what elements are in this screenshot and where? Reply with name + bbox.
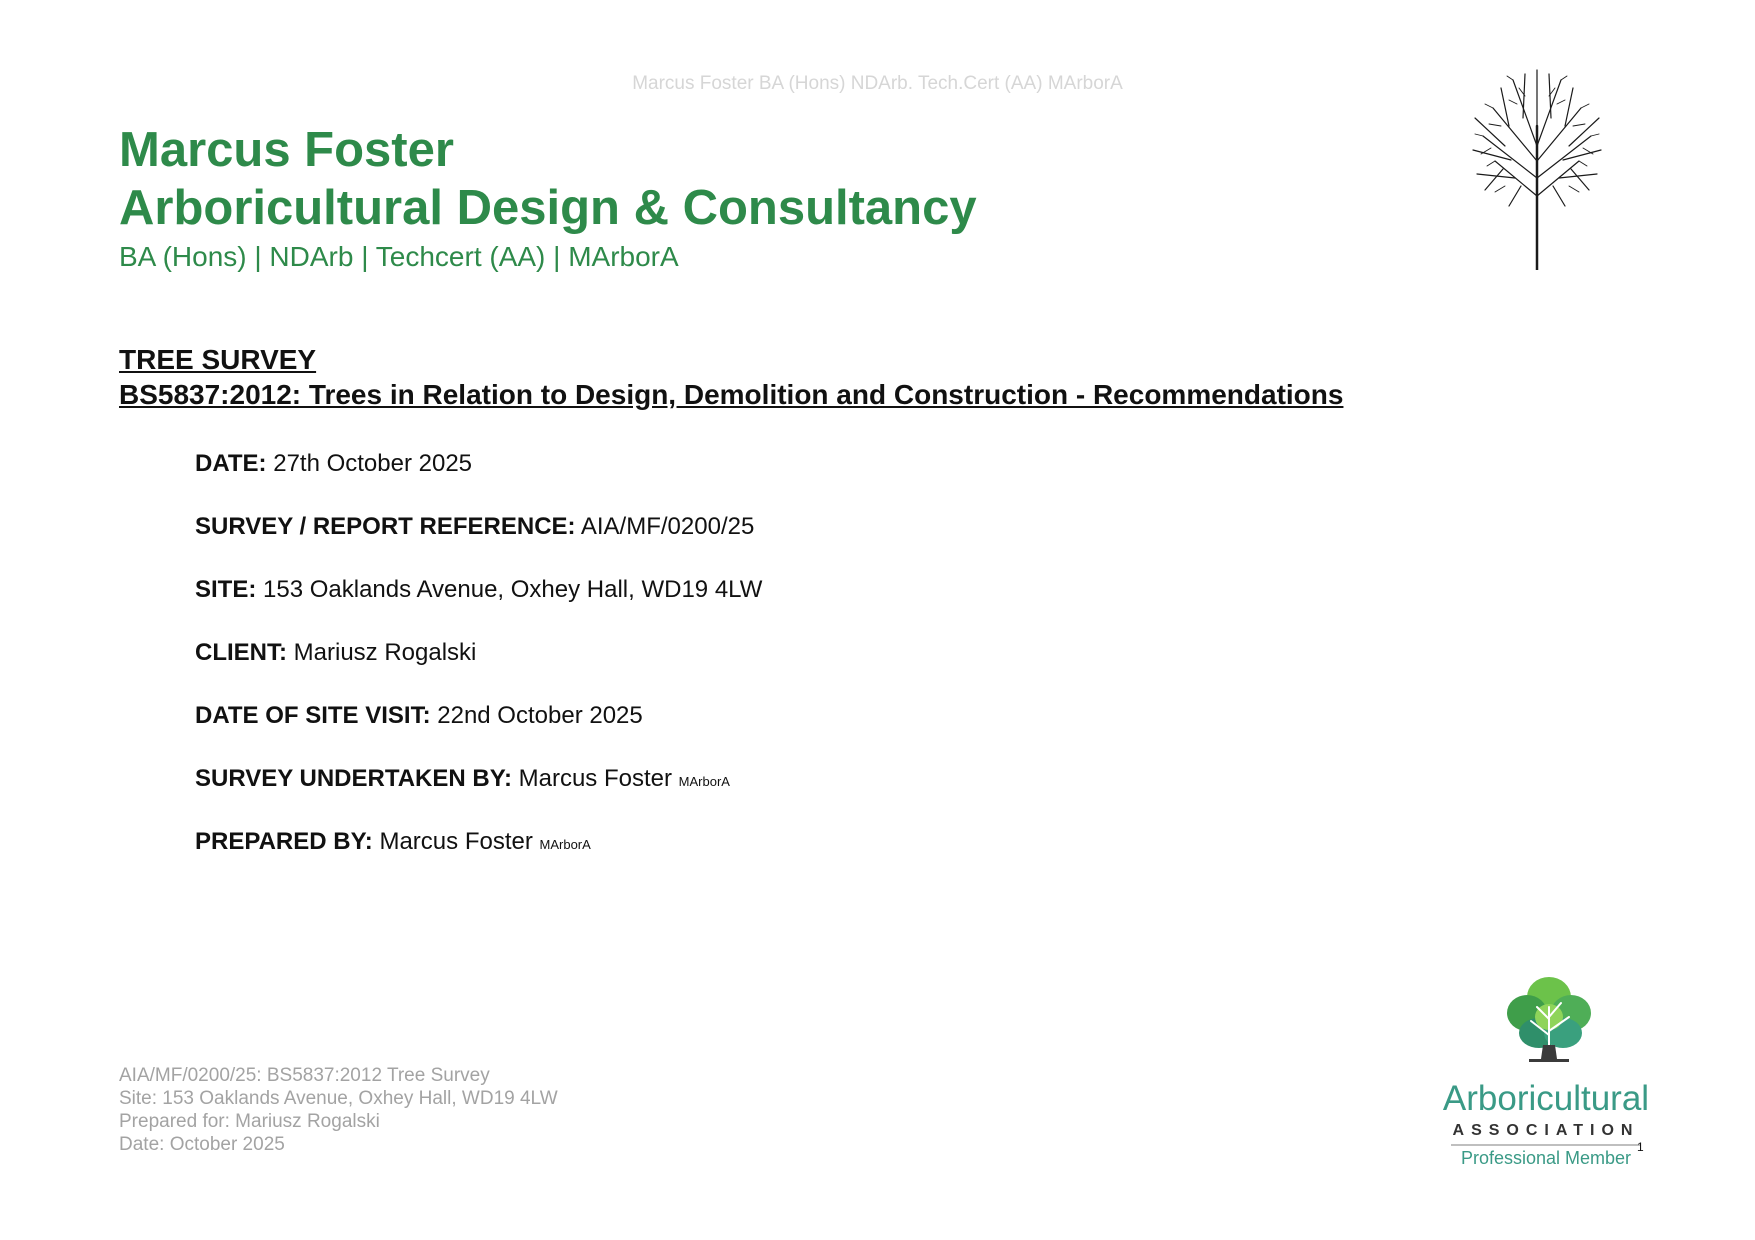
footer-line: Date: October 2025 [119,1134,285,1155]
field-label: SITE: [195,576,257,603]
field-value: 27th October 2025 [273,450,473,477]
field-label: DATE OF SITE VISIT: [195,702,431,729]
field-surveyor [195,764,762,827]
field-site-visit-date [195,701,762,764]
field-prepared-by [195,827,762,890]
report-title [119,342,1343,412]
brand-tagline: Arboricultural Design & Consultancy [119,181,977,235]
footer-line: Prepared for: Mariusz Rogalski [119,1111,380,1132]
field-date [195,449,762,512]
report-subtitle-line: BS5837:2012: Trees in Relation to Design, Demolition and Construction - Recommendations [119,379,1344,410]
field-label: DATE: [195,450,267,477]
field-value: Mariusz Rogalski [293,639,477,666]
header-credit: Marcus Foster BA (Hons) NDArb. Tech.Cert (AA) MArborA [632,73,1123,94]
footer-line: Site: 153 Oaklands Avenue, Oxhey Hall, WD19 4LW [119,1088,558,1109]
association-badge [1441,967,1651,1172]
association-subtitle: ASSOCIATION [1452,1122,1640,1139]
field-value: 153 Oaklands Avenue, Oxhey Hall, WD19 4LW [263,576,763,603]
field-value: Marcus Foster [379,828,533,855]
field-reference [195,512,762,575]
field-label: CLIENT: [195,639,287,666]
field-value: Marcus Foster [518,765,672,792]
field-label: SURVEY UNDERTAKEN BY: [195,765,512,792]
field-label: SURVEY / REPORT REFERENCE: [195,513,576,540]
field-value: AIA/MF/0200/25 [580,513,755,540]
brand-block [119,121,977,274]
page-number: 1 [1637,1140,1644,1154]
brand-name: Marcus Foster [119,123,454,177]
association-member-label: Professional Member [1460,1148,1632,1168]
footer-line: AIA/MF/0200/25: BS5837:2012 Tree Survey [119,1065,490,1086]
field-suffix: MArborA [678,774,730,789]
tree-icon [1465,66,1609,270]
field-site [195,575,762,638]
field-client [195,638,762,701]
footer-info [119,1064,558,1156]
association-divider [1451,1144,1641,1146]
oak-tree-icon [1441,967,1651,1077]
report-title-line: TREE SURVEY [119,344,317,375]
brand-qualifications: BA (Hons) | NDArb | Techcert (AA) | MArborA [119,241,679,272]
report-details [195,449,762,890]
field-value: 22nd October 2025 [437,702,643,729]
field-label: PREPARED BY: [195,828,373,855]
association-name: Arboricultural [1442,1079,1650,1118]
field-suffix: MArborA [539,837,591,852]
